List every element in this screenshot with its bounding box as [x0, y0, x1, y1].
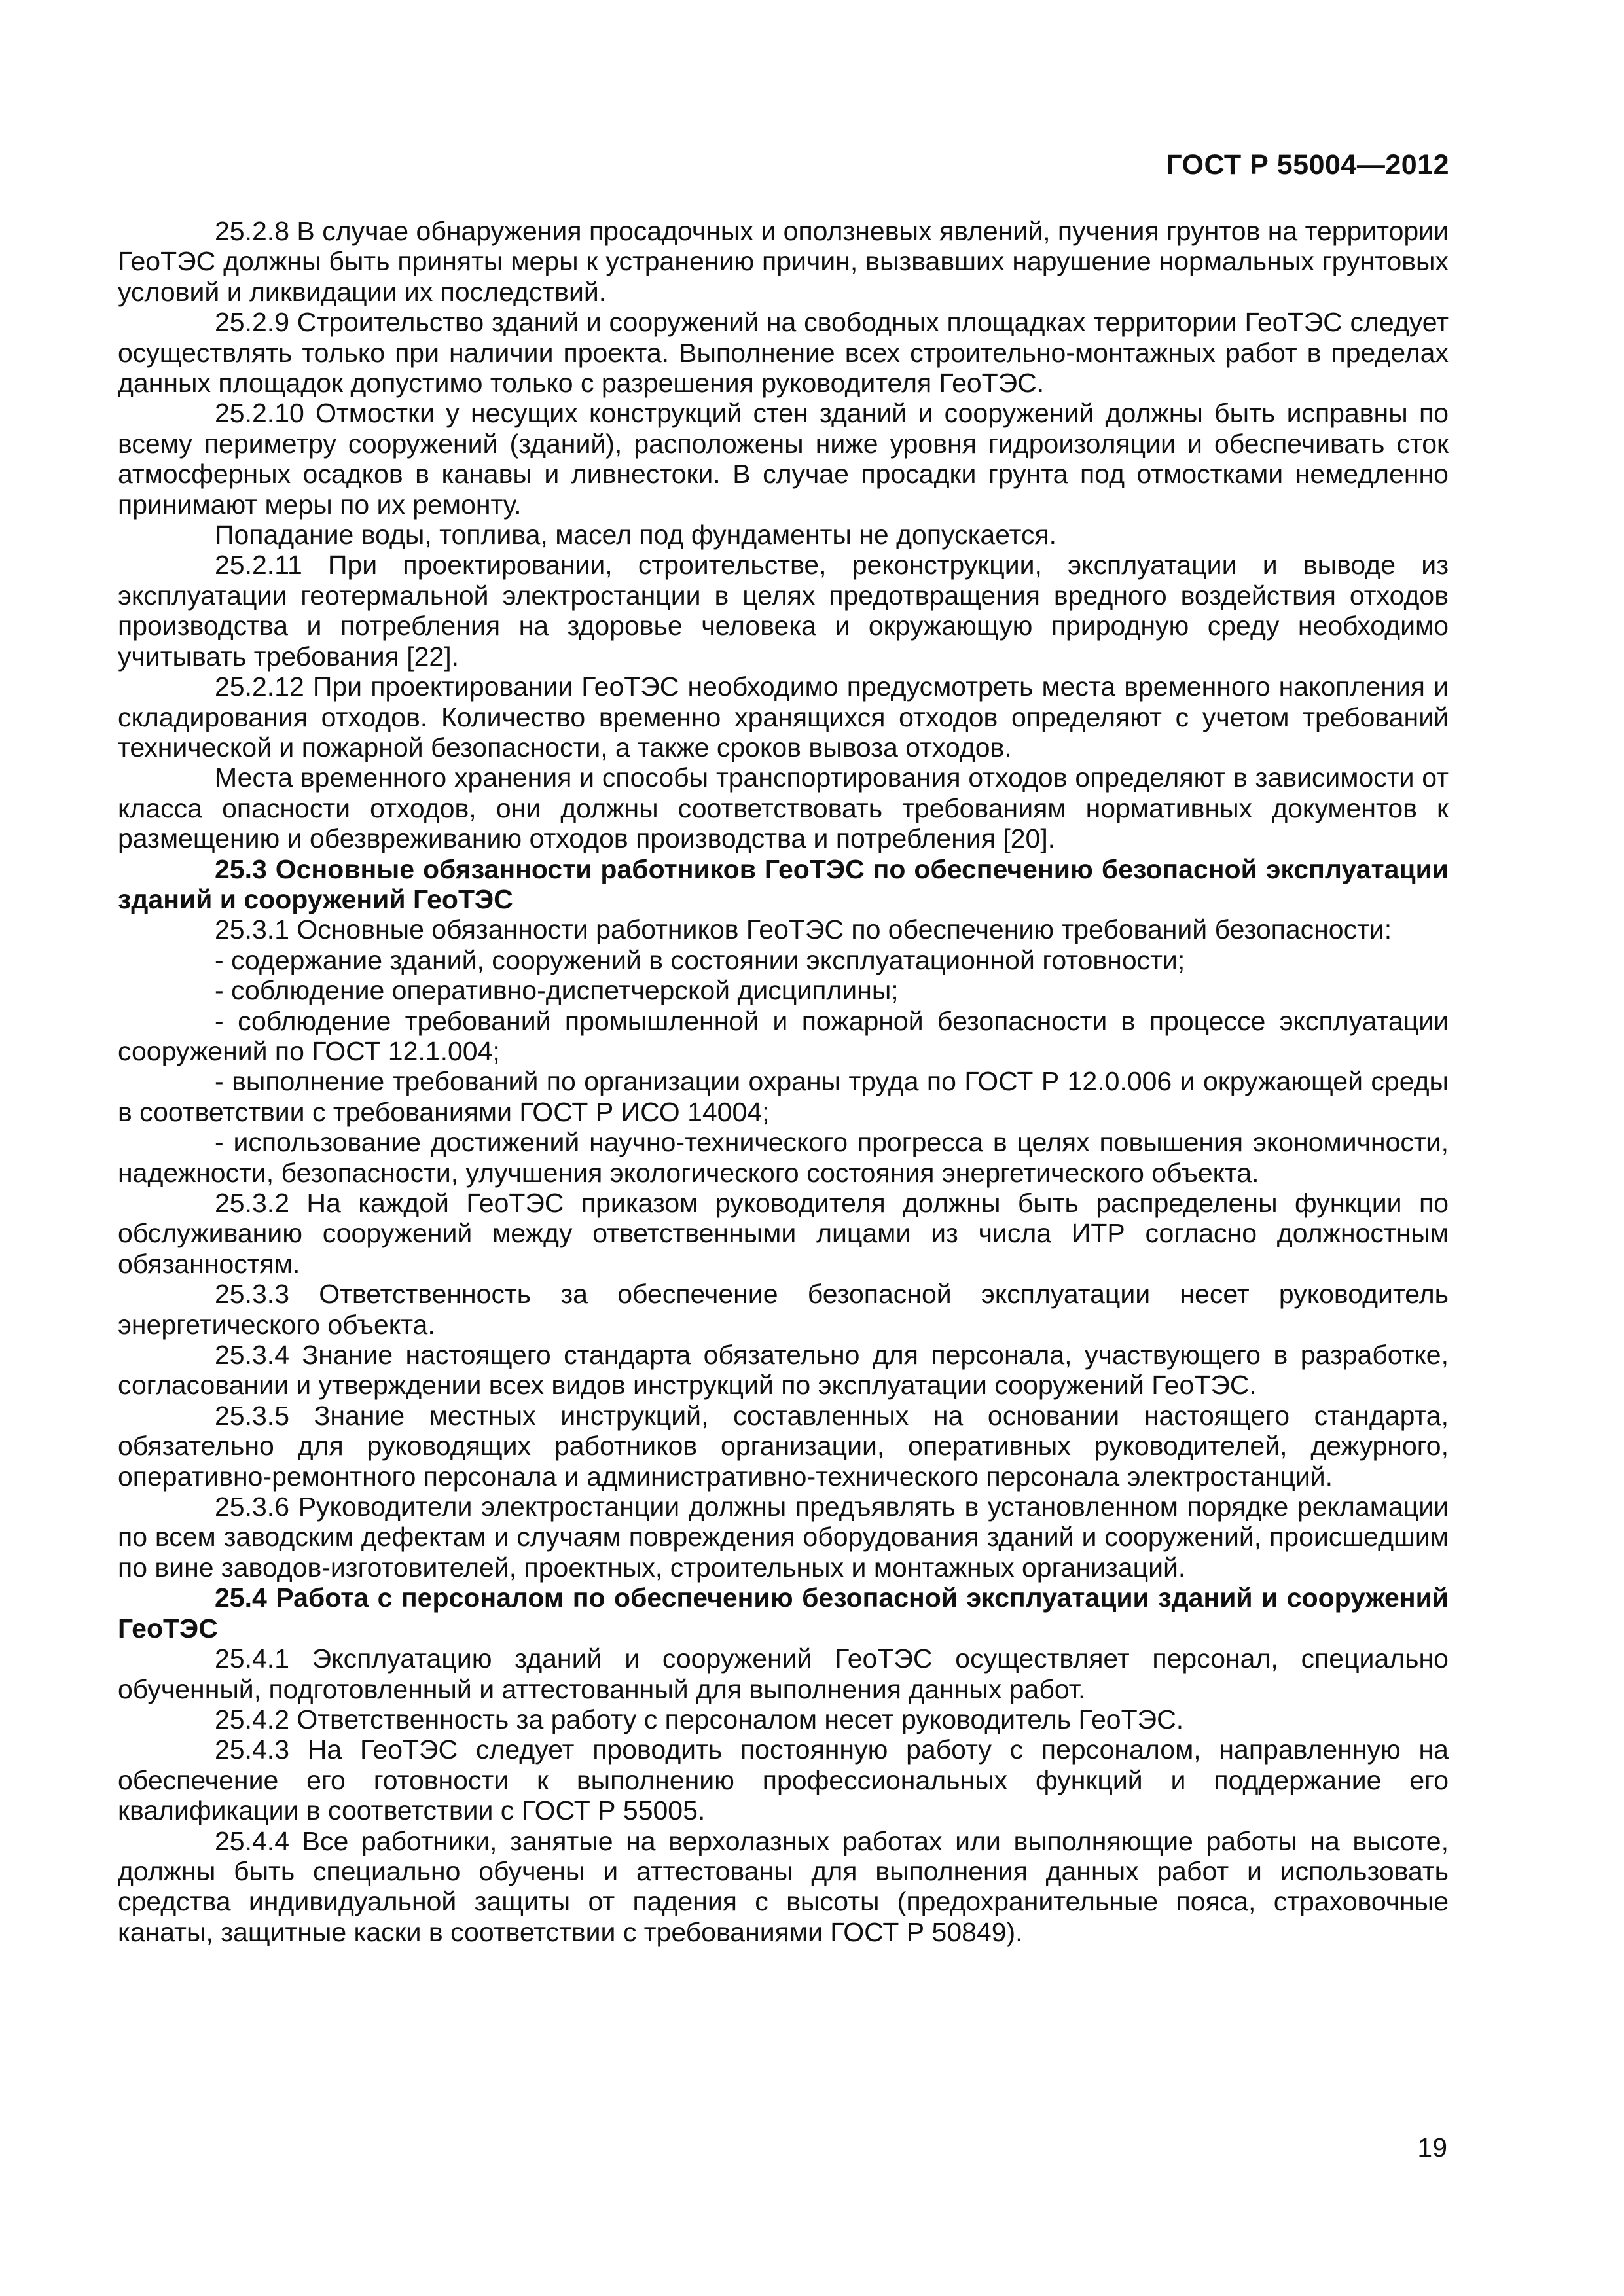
- list-item: - выполнение требований по организации охраны труда по ГОСТ Р 12.0.006 и окружающей среды в соответствии с требованиями ГОСТ Р ИСО 14004;: [118, 1066, 1449, 1127]
- paragraph-25-2-9: 25.2.9 Строительство зданий и сооружений на свободных площадках территории ГеоТЭС следует осуществлять только при наличии проекта. Выполнение всех строительно-монтажных работ в пределах данных площадок допустимо только с разрешения руководителя ГеоТЭС.: [118, 307, 1449, 399]
- paragraph-25-2-11: 25.2.11 При проектировании, строительстве, реконструкции, эксплуатации и выводе из эксплуатации геотермальной электростанции в целях предотвращения вредного воздействия отходов производства и потребления на здоровье человека и окружающую природную среду необходимо учитывать требования [22].: [118, 550, 1449, 672]
- paragraph-25-4-1: 25.4.1 Эксплуатацию зданий и сооружений ГеоТЭС осуществляет персонал, специально обученный, подготовленный и аттестованный для выполнения данных работ.: [118, 1643, 1449, 1704]
- list-item: - содержание зданий, сооружений в состоянии эксплуатационной готовности;: [215, 944, 1185, 975]
- paragraph-water-ingress: Попадание воды, топлива, масел под фундаменты не допускается.: [215, 520, 1057, 550]
- page-number: 19: [1417, 2132, 1447, 2162]
- paragraph-25-3-5: 25.3.5 Знание местных инструкций, составленных на основании настоящего стандарта, обязательно для руководящих работников организации, оперативных руководителей, дежурного, оперативно-ремонтного персонала и административно-технического персонала электростанций.: [118, 1400, 1449, 1492]
- section-heading-25-3: 25.3 Основные обязанности работников ГеоТЭС по обеспечению безопасной эксплуатации зданий и сооружений ГеоТЭС: [118, 853, 1449, 914]
- document-body: [118, 216, 1449, 1947]
- paragraph-25-3-3: 25.3.3 Ответственность за обеспечение безопасной эксплуатации несет руководитель энергетического объекта.: [118, 1279, 1449, 1340]
- list-item: - использование достижений научно-технического прогресса в целях повышения экономичности, надежности, безопасности, улучшения экологического состояния энергетического объекта.: [118, 1127, 1449, 1188]
- paragraph-25-3-4: 25.3.4 Знание настоящего стандарта обязательно для персонала, участвующего в разработке, согласовании и утверждении всех видов инструкций по эксплуатации сооружений ГеоТЭС.: [118, 1340, 1449, 1401]
- paragraph-25-2-12: 25.2.12 При проектировании ГеоТЭС необходимо предусмотреть места временного накопления и складирования отходов. Количество временно хранящихся отходов определяют с учетом требований технической и пожарной безопасности, а также сроков вывоза отходов.: [118, 672, 1449, 762]
- paragraph-25-4-2: 25.4.2 Ответственность за работу с персоналом несет руководитель ГеоТЭС.: [215, 1704, 1184, 1734]
- paragraph-25-2-8: 25.2.8 В случае обнаружения просадочных и оползневых явлений, пучения грунтов на территории ГеоТЭС должны быть приняты меры к устранению причин, вызвавших нарушение нормальных грунтовых условий и ликвидации их последствий.: [118, 216, 1449, 307]
- list-item: - соблюдение оперативно-диспетчерской дисциплины;: [215, 975, 899, 1006]
- paragraph-25-4-4: 25.4.4 Все работники, занятые на верхолазных работах или выполняющие работы на высоте, должны быть специально обучены и аттестованы для выполнения данных работ и использовать средства индивидуальной защиты от падения с высоты (предохранительные пояса, страховочные канаты, защитные каски в соответствии с требованиями ГОСТ Р 50849).: [118, 1825, 1449, 1947]
- page-header: ГОСТ Р 55004—2012: [1166, 149, 1449, 181]
- paragraph-25-3-2: 25.3.2 На каждой ГеоТЭС приказом руководителя должны быть распределены функции по обслуживанию сооружений между ответственными лицами из числа ИТР согласно должностным обязанностям.: [118, 1188, 1449, 1279]
- paragraph-25-3-1: 25.3.1 Основные обязанности работников ГеоТЭС по обеспечению требований безопасности:: [215, 914, 1392, 945]
- paragraph-25-3-6: 25.3.6 Руководители электростанции должны предъявлять в установленном порядке рекламации по всем заводским дефектам и случаям повреждения оборудования зданий и сооружений, происшедшим по вине заводов-изготовителей, проектных, строительных и монтажных организаций.: [118, 1492, 1449, 1583]
- list-item: - соблюдение требований промышленной и пожарной безопасности в процессе эксплуатации сооружений по ГОСТ 12.1.004;: [118, 1005, 1449, 1066]
- paragraph-waste-storage: Места временного хранения и способы транспортирования отходов определяют в зависимости от класса опасности отходов, они должны соответствовать требованиям нормативных документов к размещению и обезвреживанию отходов производства и потребления [20].: [118, 762, 1449, 854]
- paragraph-25-2-10: 25.2.10 Отмостки у несущих конструкций стен зданий и сооружений должны быть исправны по всему периметру сооружений (зданий), расположены ниже уровня гидроизоляции и обеспечивать сток атмосферных осадков в канавы и ливнестоки. В случае просадки грунта под отмостками немедленно принимают меры по их ремонту.: [118, 398, 1449, 520]
- section-heading-25-4: 25.4 Работа с персоналом по обеспечению безопасной эксплуатации зданий и сооружений ГеоТЭС: [118, 1583, 1449, 1643]
- paragraph-25-4-3: 25.4.3 На ГеоТЭС следует проводить постоянную работу с персоналом, направленную на обеспечение его готовности к выполнению профессиональных функций и поддержание его квалификации в соответствии с ГОСТ Р 55005.: [118, 1734, 1449, 1826]
